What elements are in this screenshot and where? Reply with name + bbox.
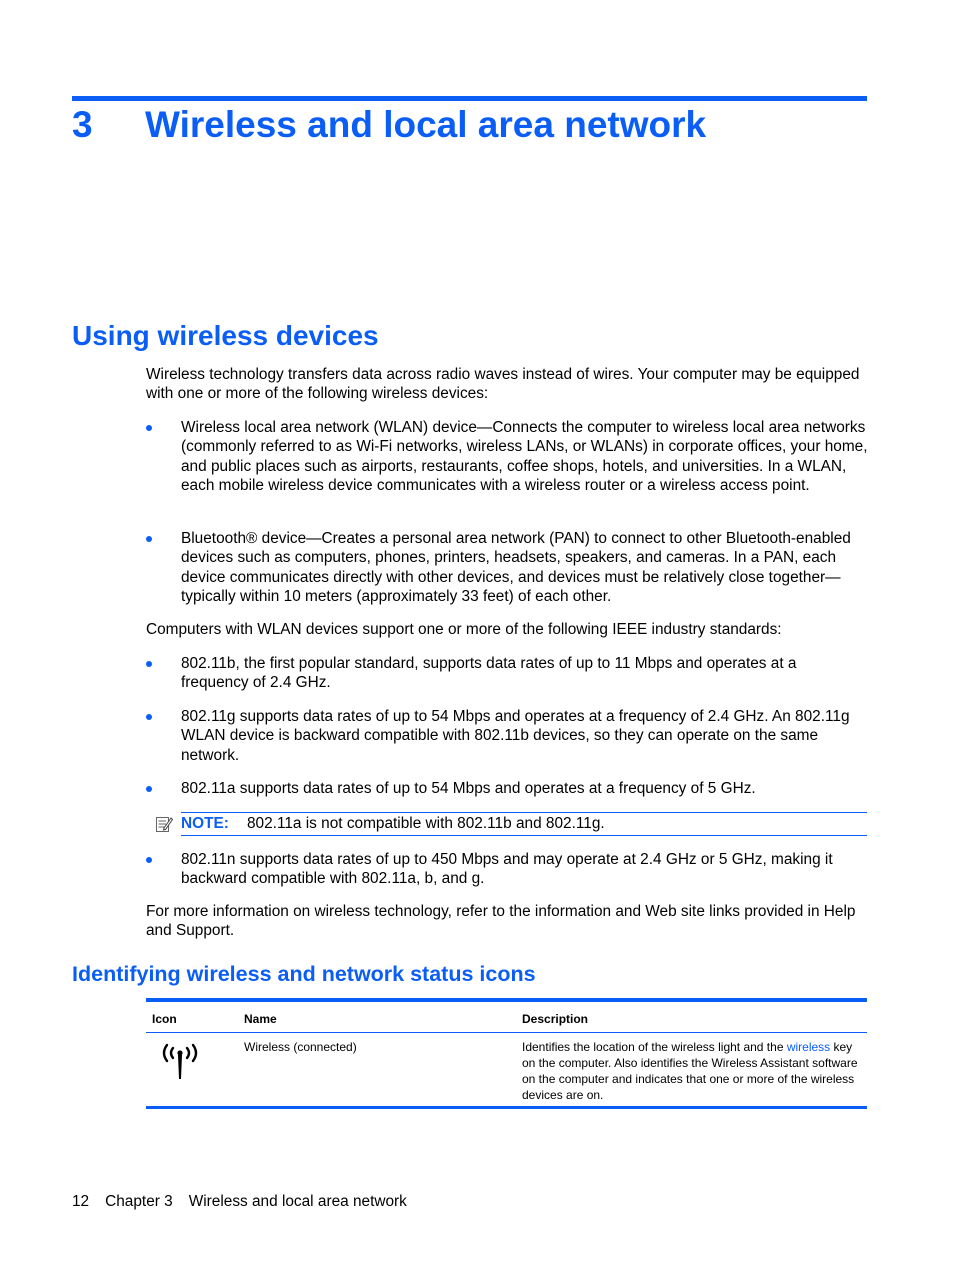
- note-box: [181, 812, 867, 836]
- note-icon: [155, 815, 173, 833]
- more-info-paragraph: For more information on wireless technology, refer to the information and Web site links provided in Help and Support.: [146, 903, 856, 940]
- bullet-icon: [146, 536, 152, 542]
- column-header-icon: Icon: [152, 1012, 177, 1026]
- wireless-link[interactable]: wireless: [786, 1040, 831, 1054]
- subsection-title: Identifying wireless and network status icons: [72, 962, 536, 986]
- table-cell-description: [522, 1039, 867, 1103]
- description-text: key on the computer. Also identifies the Wireless Assistant software on the computer and indicates that one or more of the wireless devices are on.: [522, 1040, 858, 1102]
- bullet-icon: [146, 857, 152, 863]
- table-row: [146, 1033, 867, 1106]
- standards-intro: Computers with WLAN devices support one or more of the following IEEE industry standards:: [146, 621, 782, 638]
- intro-paragraph: Wireless technology transfers data across radio waves instead of wires. Your computer may be equipped with one or more of the following wireless devices:: [146, 366, 860, 403]
- list-item-text: 802.11n supports data rates of up to 450 Mbps and may operate at 2.4 GHz or 5 GHz, making it backward compatible with 802.11a, b, and g.: [181, 851, 833, 888]
- chapter-title: Wireless and local area network: [145, 104, 707, 145]
- note-text: 802.11a is not compatible with 802.11b and 802.11g.: [247, 815, 605, 832]
- list-item-text: 802.11b, the first popular standard, supports data rates of up to 11 Mbps and operates at a frequency of 2.4 GHz.: [181, 655, 797, 692]
- bullet-icon: [146, 714, 152, 720]
- description-text: Identifies the location of the wireless light and the: [522, 1040, 787, 1054]
- list-item-text: Bluetooth® device—Creates a personal area network (PAN) to connect to other Bluetooth-enabled devices such as computers, phones, printers, headsets, speakers, and cameras. In a PAN, each device communicates directly with other devices, and devices must be relatively close together—typically within 10 meters (approximately 33 feet) of each other.: [181, 530, 851, 606]
- wireless-connected-icon: [158, 1043, 202, 1083]
- page-footer: [72, 1192, 423, 1212]
- note-label: NOTE:: [181, 815, 229, 832]
- page-number: 12: [72, 1193, 90, 1210]
- footer-chapter-label: Chapter 3: [105, 1193, 173, 1210]
- chapter-number: 3: [72, 104, 93, 145]
- list-item-text: 802.11g supports data rates of up to 54 Mbps and operates at a frequency of 2.4 GHz. An 802.11g WLAN device is backward compatible with 802.11b devices, so they can operate on the same network.: [181, 708, 850, 764]
- list-item-text: 802.11a supports data rates of up to 54 Mbps and operates at a frequency of 5 GHz.: [181, 780, 756, 797]
- column-header-name: Name: [244, 1012, 277, 1026]
- bullet-icon: [146, 786, 152, 792]
- table-header-row: [146, 1002, 867, 1033]
- table-cell-name: Wireless (connected): [244, 1040, 357, 1054]
- footer-chapter-title: Wireless and local area network: [188, 1193, 407, 1210]
- bullet-icon: [146, 425, 152, 431]
- column-header-description: Description: [522, 1012, 589, 1026]
- status-icons-table: [146, 998, 867, 1109]
- list-item-text: Wireless local area network (WLAN) device—Connects the computer to wireless local area networks (commonly referred to as Wi-Fi networks, wireless LANs, or WLANs) in corporate offices, your home, and public places such as airports, restaurants, coffee shops, hotels, and universities. In a WLAN, each mobile wireless device communicates with a wireless router or a wireless access point.: [181, 419, 868, 495]
- bullet-icon: [146, 661, 152, 667]
- section-title: Using wireless devices: [72, 320, 379, 351]
